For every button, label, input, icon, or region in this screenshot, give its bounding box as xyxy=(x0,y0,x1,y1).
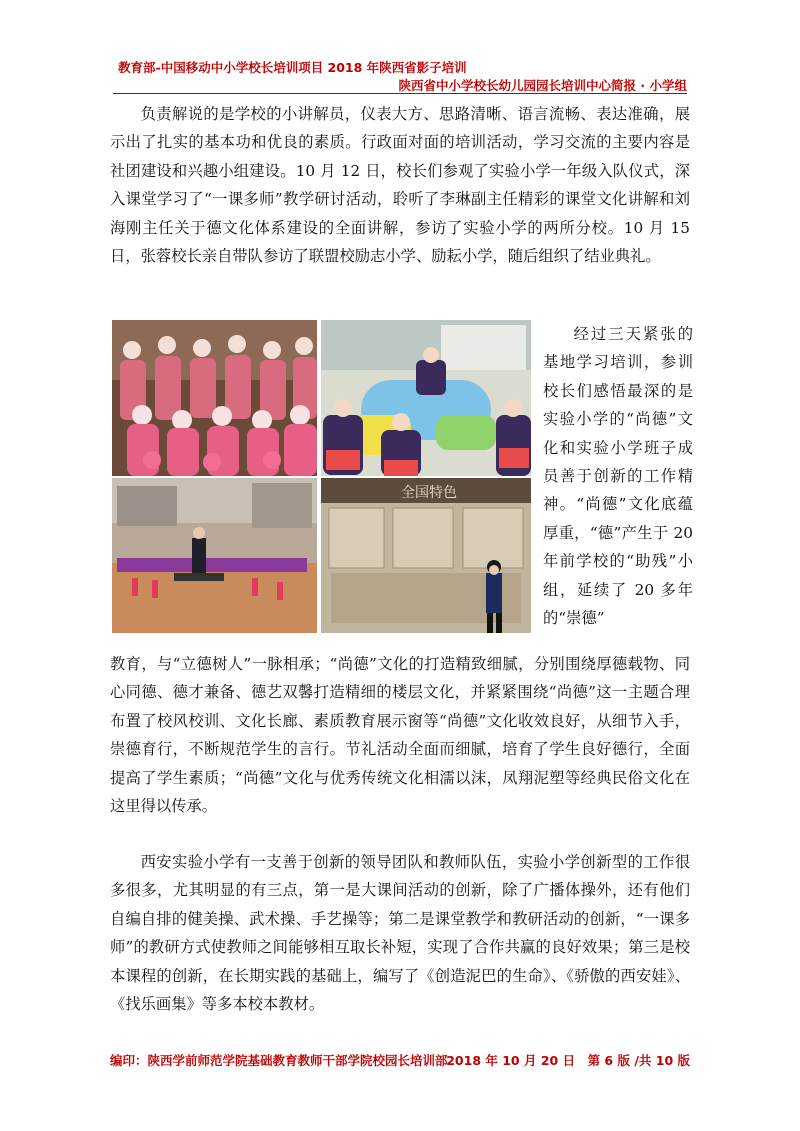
photo-culture-wall-guide xyxy=(321,478,531,633)
paragraph-tour-and-training: 负责解说的是学校的小讲解员，仪表大方、思路清晰、语言流畅、表达准确，展示出了扎实的基本功和优良的素质。行政面对面的培训活动，学习交流的主要内容是社团建设和兴趣小组建设。10 月 12 日，校长们参观了实验小学一年级入队仪式，深入课堂学习了“一课多师”教学研讨活动，聆听了李琳副主任精彩的课堂文化讲解和刘海刚主任关于德文化体系建设的全面讲解，参访了实验小学的两所分校。10 月 15 日，张蓉校长亲自带队参访了联盟校励志小学、励耘小学，随后组织了结业典礼。 xyxy=(110,105,690,266)
header-divider xyxy=(113,93,687,94)
photo-students-in-hanfu xyxy=(112,320,317,476)
photo-classroom-children xyxy=(321,320,531,476)
paragraph-shangde-intro: 经过三天紧张的基地学习培训，参训校长们感悟最深的是实验小学的“尚德”文化和实验小学班子成员善于创新的工作精神。“尚德”文化底蕴厚重，“德”产生于 20 年前学校的“助残”小组，延续了 20 多年的“崇德” xyxy=(543,325,693,628)
footer-date-page: 2018 年 10 月 20 日 第 6 版 /共 10 版 xyxy=(446,1053,690,1068)
paragraph-innovation: 西安实验小学有一支善于创新的领导团队和教师队伍，实验小学创新型的工作很多很多，尤其明显的有三点，第一是大课间活动的创新，除了广播体操外，还有他们自编自排的健美操、武术操、手艺操等；第二是课堂教学和教研活动的创新，“一课多师”的教研方式使教师之间能够相互取长补短，实现了合作共赢的良好效果；第三是校本课程的创新，在长期实践的基础上，编写了《创造泥巴的生命》、《骄傲的西安娃》、《找乐画集》等多本校本教材。 xyxy=(110,853,690,1014)
paragraph-shangde-culture: 教育，与“立德树人”一脉相承；“尚德”文化的打造精致细腻，分别围绕厚德载物、同心同德、德才兼备、德艺双馨打造精细的楼层文化，并紧紧围绕“尚德”这一主题合理布置了校风校训、文化长廊、素质教育展示窗等“尚德”文化收效良好，从细节入手，崇德育行，不断规范学生的言行。节礼活动全面而细腻，培育了学生良好德行，全面提高了学生素质；“尚德”文化与优秀传统文化相濡以沫，凤翔泥塑等经典民俗文化在这里得以传承。 xyxy=(110,655,690,816)
wall-sign-text: 全国特色 xyxy=(401,485,457,501)
photo-outdoor-exercise xyxy=(112,478,317,633)
header-project-title: 教育部-中国移动中小学校长培训项目 2018 年陕西省影子培训 xyxy=(118,60,467,75)
footer-publisher: 编印：陕西学前师范学院基础教育教师干部学院校园长培训部 xyxy=(110,1053,448,1068)
header-bulletin-title: 陕西省中小学校长幼儿园园长培训中心简报 · 小学组 xyxy=(398,78,687,93)
